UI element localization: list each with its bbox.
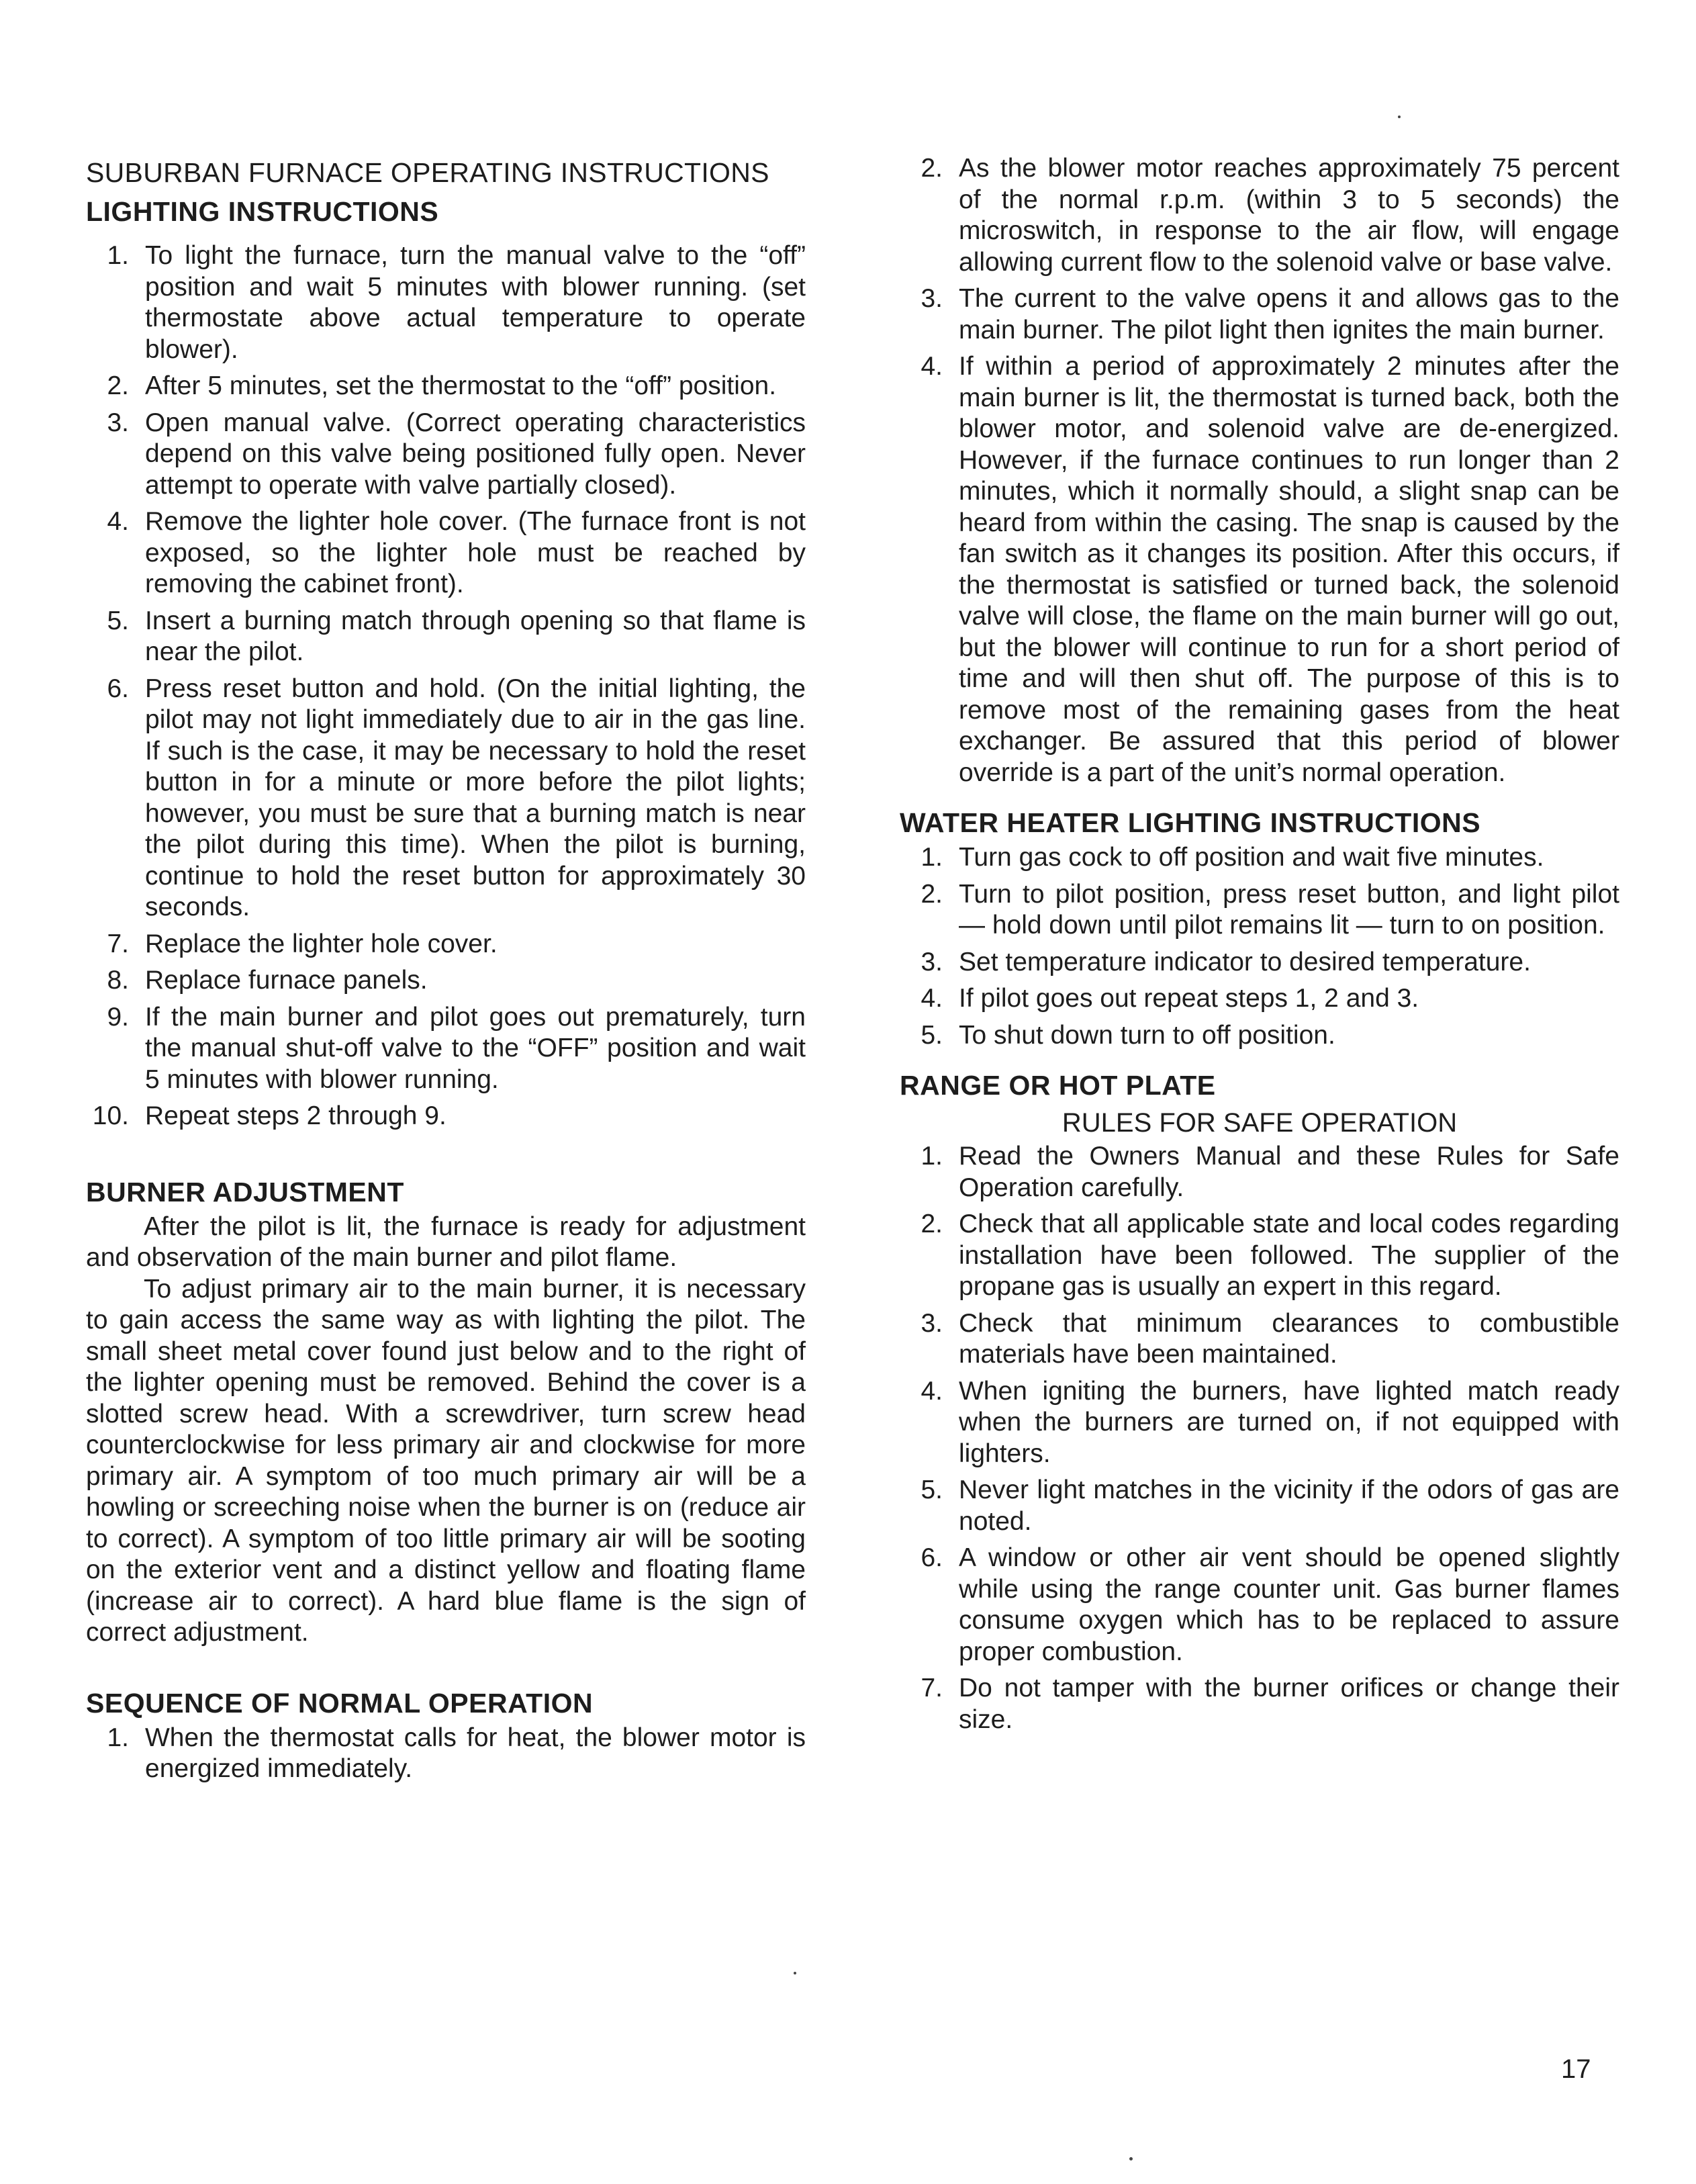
lighting-step xyxy=(86,240,806,365)
burner-paragraph-1: After the pilot is lit, the furnace is ready for adjustment and observation of the main burner and pilot flame. xyxy=(86,1212,806,1272)
range-step xyxy=(900,1209,1619,1303)
step-number: 3. xyxy=(921,1308,943,1338)
document-title: SUBURBAN FURNACE OPERATING INSTRUCTIONS xyxy=(86,157,769,188)
range-step xyxy=(900,1376,1619,1470)
lighting-step xyxy=(86,1101,806,1132)
step-number: 2. xyxy=(107,371,129,400)
step-text: Insert a burning match through opening so that flame is near the pilot. xyxy=(145,606,806,666)
step-number: 1. xyxy=(921,843,943,872)
step-number: 2. xyxy=(921,154,943,183)
water-heater-step xyxy=(900,842,1619,874)
step-number: 1. xyxy=(107,241,129,270)
step-text: Turn to pilot position, press reset button, and light pilot — hold down until pilot remains lit — turn to on position. xyxy=(959,879,1619,940)
step-text: Check that minimum clearances to combustible materials have been maintained. xyxy=(959,1308,1619,1369)
sequence-step xyxy=(86,1723,806,1785)
range-steps xyxy=(900,1141,1619,1735)
step-text: Never light matches in the vicinity if the odors of gas are noted. xyxy=(959,1475,1619,1536)
lighting-step xyxy=(86,371,806,402)
step-text: If pilot goes out repeat steps 1, 2 and 3. xyxy=(959,984,1419,1013)
step-text: Check that all applicable state and local codes regarding installation have been followed. The supplier of the propane gas is usually an expert in this regard. xyxy=(959,1210,1619,1301)
lighting-step xyxy=(86,606,806,668)
range-step xyxy=(900,1475,1619,1537)
sequence-steps-right xyxy=(900,153,1619,788)
water-heater-step xyxy=(900,879,1619,942)
lighting-step xyxy=(86,408,806,502)
lighting-step xyxy=(86,965,806,997)
range-step xyxy=(900,1543,1619,1668)
step-number: 3. xyxy=(921,284,943,313)
step-number: 4. xyxy=(921,1376,943,1406)
lighting-step xyxy=(86,674,806,923)
scan-speck xyxy=(1129,2157,1133,2160)
lighting-steps xyxy=(86,240,806,1132)
range-step xyxy=(900,1308,1619,1371)
sequence-steps-left xyxy=(86,1723,806,1785)
step-number: 5. xyxy=(107,606,129,635)
step-text: Open manual valve. (Correct operating characteristics depend on this valve being positioned fully open. Never attempt to operate with valve partially closed). xyxy=(145,408,806,500)
burner-paragraph-2: To adjust primary air to the main burner, it is necessary to gain access the same way as with lighting the pilot. The small sheet metal cover found just below and to the right of the lighter opening must be removed. Behind the cover is a slotted screw head. With a screwdriver, turn screw head counterclockwise for less primary air and clockwise for more primary air. A symptom of too much primary air will be a howling or screeching noise when the burner is on (reduce air to correct). A symptom of too little primary air will be sooting on the exterior vent and a distinct yellow and floating flame (increase air to correct). A hard blue flame is the sign of correct adjustment. xyxy=(86,1274,806,1647)
water-heater-steps xyxy=(900,842,1619,1051)
step-text: Replace furnace panels. xyxy=(145,966,428,995)
step-number: 7. xyxy=(921,1674,943,1702)
step-text: A window or other air vent should be opened slightly while using the range counter unit. Gas burner flames consume oxygen which has to be replaced to assure proper combustion. xyxy=(959,1543,1619,1666)
lighting-step xyxy=(86,1002,806,1096)
step-number: 6. xyxy=(921,1543,943,1572)
step-text: Turn gas cock to off position and wait five minutes. xyxy=(959,843,1544,872)
left-column xyxy=(86,153,806,1790)
step-text: Read the Owners Manual and these Rules for Safe Operation carefully. xyxy=(959,1142,1619,1202)
step-text: If within a period of approximately 2 minutes after the main burner is lit, the thermostat is turned back, both the blower motor, and solenoid valve are de-energized. However, if the furnace continues to run longer than 2 minutes, which it normally should, a slight snap can be heard from within the casing. The snap is caused by the fan switch as it changes its position. After this occurs, if the thermostat is satisfied or turned back, the solenoid valve will close, the flame on the main burner will go out, but the blower will continue to run for a short period of time and will then shut off. The purpose of this is to remove most of the remaining gases from the heat exchanger. Be assured that this period of blower override is a part of the unit’s normal operation. xyxy=(959,352,1619,787)
water-heater-step xyxy=(900,983,1619,1015)
water-heater-title: WATER HEATER LIGHTING INSTRUCTIONS xyxy=(900,807,1481,838)
lighting-instructions-title: LIGHTING INSTRUCTIONS xyxy=(86,196,439,227)
step-number: 1. xyxy=(921,1142,943,1171)
step-number: 5. xyxy=(921,1475,943,1504)
step-text: Replace the lighter hole cover. xyxy=(145,929,498,958)
range-step xyxy=(900,1141,1619,1203)
step-number: 9. xyxy=(107,1002,129,1032)
range-subtitle: RULES FOR SAFE OPERATION xyxy=(1062,1108,1458,1138)
burner-adjustment-title: BURNER ADJUSTMENT xyxy=(86,1176,404,1208)
lighting-step xyxy=(86,929,806,960)
range-step xyxy=(900,1673,1619,1735)
step-text: Press reset button and hold. (On the initial lighting, the pilot may not light immediately due to air in the gas line. If such is the case, it may be necessary to hold the reset button in for a minute or more before the pilot lights; however, you must be sure that a burning match is near the pilot during this time). When the pilot is burning, continue to hold the reset button for approximately 30 seconds. xyxy=(145,674,806,921)
right-column xyxy=(900,153,1619,1741)
step-number: 2. xyxy=(921,1210,943,1238)
water-heater-step xyxy=(900,947,1619,979)
step-number: 3. xyxy=(107,408,129,437)
lighting-step xyxy=(86,506,806,600)
step-number: 4. xyxy=(107,507,129,536)
range-title: RANGE OR HOT PLATE xyxy=(900,1070,1216,1101)
step-number: 2. xyxy=(921,879,943,909)
step-text: When the thermostat calls for heat, the blower motor is energized immediately. xyxy=(145,1723,806,1783)
sequence-step xyxy=(900,153,1619,278)
step-text: Repeat steps 2 through 9. xyxy=(145,1101,446,1130)
step-text: The current to the valve opens it and allows gas to the main burner. The pilot light then ignites the main burner. xyxy=(959,284,1619,345)
sequence-title: SEQUENCE OF NORMAL OPERATION xyxy=(86,1687,594,1719)
step-number: 8. xyxy=(107,966,129,995)
step-number: 4. xyxy=(921,352,943,381)
scan-speck xyxy=(794,1972,796,1974)
step-text: If the main burner and pilot goes out prematurely, turn the manual shut-off valve to the “OFF” position and wait 5 minutes with blower running. xyxy=(145,1002,806,1094)
step-number: 5. xyxy=(921,1020,943,1050)
page-number: 17 xyxy=(1561,2054,1591,2084)
step-text: To light the furnace, turn the manual valve to the “off” position and wait 5 minutes with blower running. (set thermostate above actual temperature to operate blower). xyxy=(145,241,806,364)
step-text: Remove the lighter hole cover. (The furnace front is not exposed, so the lighter hole must be reached by removing the cabinet front). xyxy=(145,507,806,598)
step-text: As the blower motor reaches approximately 75 percent of the normal r.p.m. (within 3 to 5 seconds) the microswitch, in response to the air flow, will engage allowing current flow to the solenoid valve or base valve. xyxy=(959,154,1619,277)
step-text: When igniting the burners, have lighted match ready when the burners are turned on, if not equipped with lighters. xyxy=(959,1376,1619,1468)
step-number: 6. xyxy=(107,674,129,703)
step-number: 10. xyxy=(92,1101,129,1130)
step-text: After 5 minutes, set the thermostat to the “off” position. xyxy=(145,371,777,400)
water-heater-step xyxy=(900,1020,1619,1052)
step-text: To shut down turn to off position. xyxy=(959,1020,1335,1050)
step-text: Set temperature indicator to desired temperature. xyxy=(959,947,1531,976)
step-number: 4. xyxy=(921,984,943,1013)
sequence-step xyxy=(900,351,1619,788)
sequence-step xyxy=(900,283,1619,346)
step-number: 1. xyxy=(107,1723,129,1752)
step-text: Do not tamper with the burner orifices or change their size. xyxy=(959,1674,1619,1734)
scan-speck xyxy=(1398,116,1401,118)
step-number: 3. xyxy=(921,947,943,976)
step-number: 7. xyxy=(107,929,129,958)
